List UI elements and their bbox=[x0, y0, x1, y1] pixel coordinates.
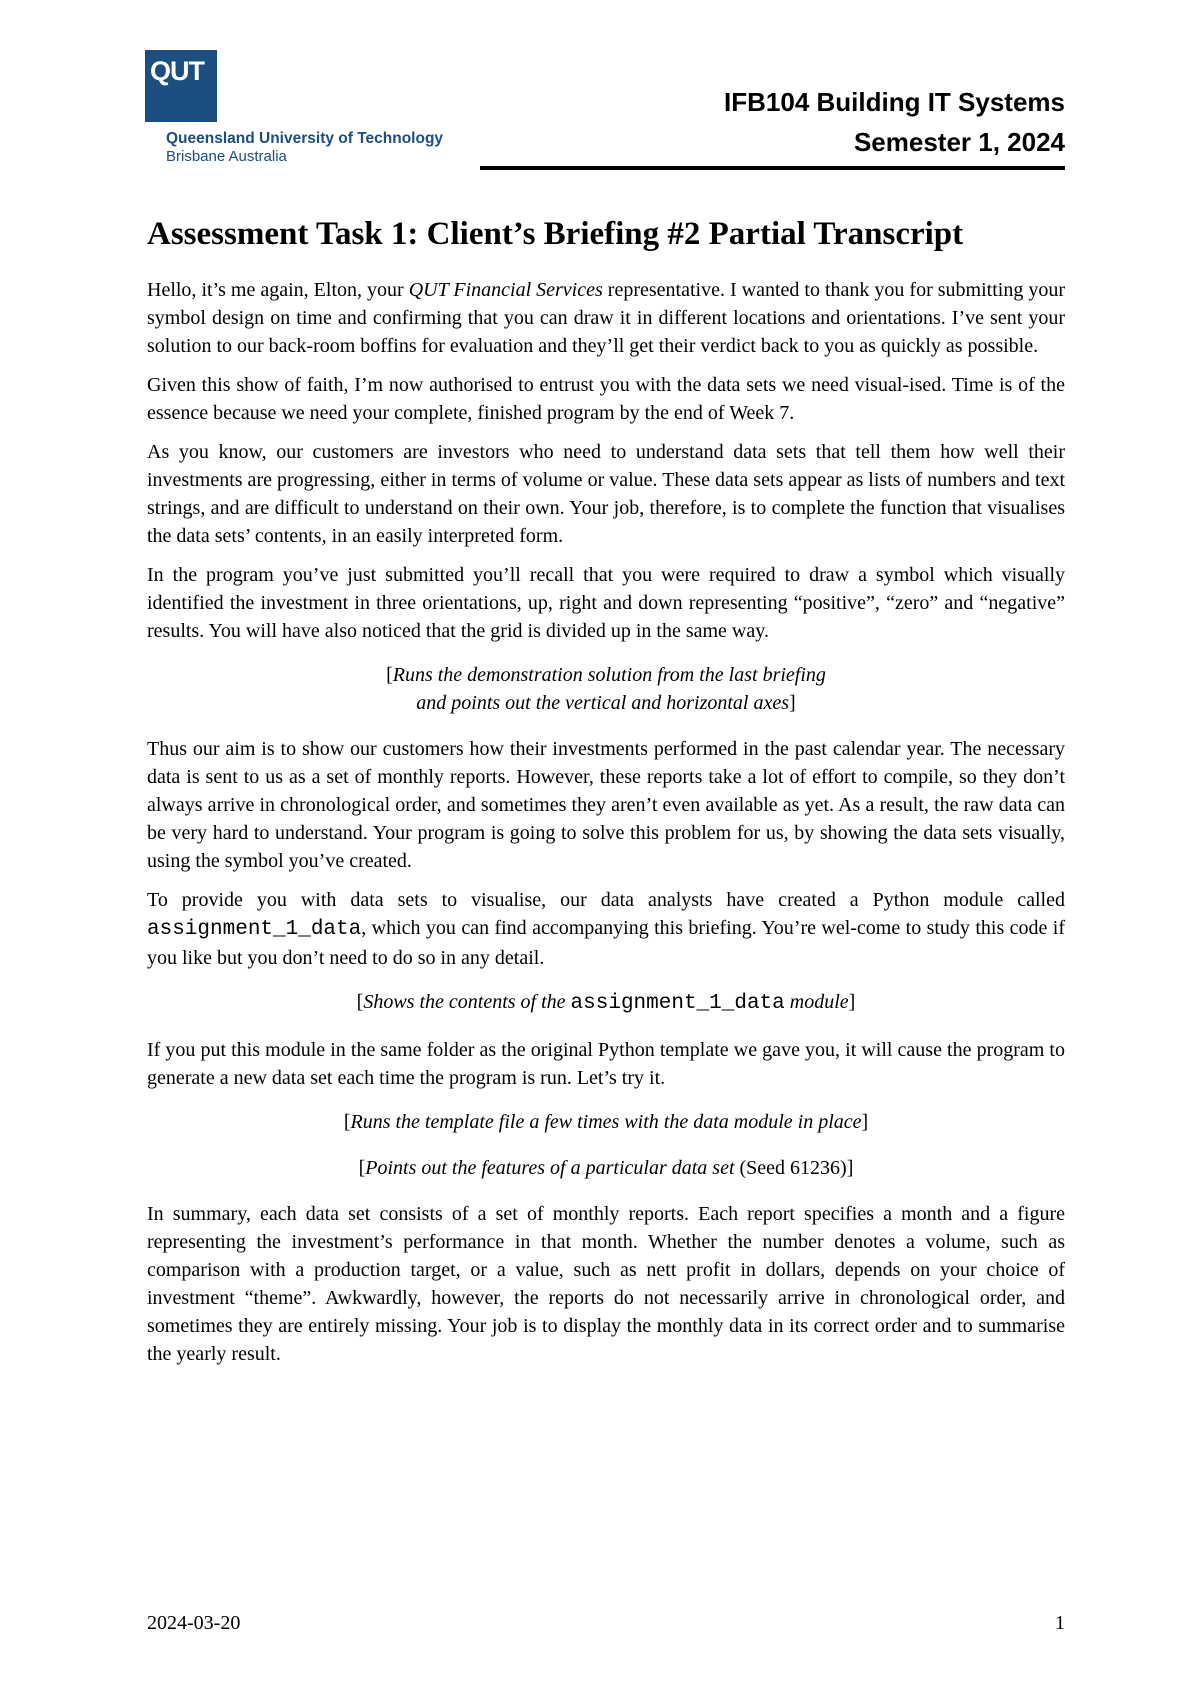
stage-direction-text: module bbox=[784, 991, 849, 1013]
stage-direction-text: and points out the vertical and horizontal axes bbox=[416, 692, 790, 714]
paragraph-symbol: In the program you’ve just submitted you’ll recall that you were required to draw a symbol which visually identified the investment in three orientations, up, right and down representing “positive”, “zero” and “negative” results. You will have also noticed that the grid is divided up in the same way. bbox=[147, 564, 1065, 642]
bracket: ] bbox=[861, 1111, 869, 1133]
page-header bbox=[724, 82, 1065, 162]
text-run: representative. I wanted to thank you for submitting your symbol design on time and confirming that you can draw it in different locations and orientations. I’ve sent your solution to our back-room boffins for evaluation and they’ll get their verdict back to you as quickly as possible. bbox=[147, 279, 1066, 357]
header-divider bbox=[480, 166, 1065, 170]
stage-direction-seed bbox=[147, 1154, 1065, 1182]
bracket: ] bbox=[846, 1157, 854, 1179]
stage-direction-text: Runs the template file a few times with the data module in place bbox=[350, 1111, 862, 1133]
stage-direction-text: Runs the demonstration solution from the last briefing bbox=[392, 664, 826, 686]
bracket: [ bbox=[358, 1157, 366, 1179]
university-name: Queensland University of Technology bbox=[166, 130, 444, 147]
qut-logo bbox=[145, 50, 217, 122]
paragraph-intro bbox=[147, 276, 1065, 360]
bracket: ] bbox=[789, 692, 796, 714]
bracket: [ bbox=[356, 991, 364, 1013]
stage-direction-demo bbox=[147, 661, 1065, 717]
stage-direction-module bbox=[147, 988, 1065, 1018]
bracket: ] bbox=[848, 991, 856, 1013]
stage-direction-template bbox=[147, 1108, 1065, 1136]
paragraph-data-sets: Given this show of faith, I’m now authorised to entrust you with the data sets we need visual-ised. Time is of the essence because we need your complete, finished program by the end of Week 7. bbox=[147, 374, 1065, 424]
seed-label: (Seed 61236) bbox=[734, 1157, 847, 1179]
stage-direction-text: Points out the features of a particular data set bbox=[365, 1157, 735, 1179]
university-location: Brisbane Australia bbox=[166, 148, 287, 165]
company-name: QUT Financial Services bbox=[408, 279, 603, 301]
bracket: [ bbox=[386, 664, 393, 686]
paragraph-aim: Thus our aim is to show our customers how their investments performed in the past calendar year. The necessary data is sent to us as a set of monthly reports. However, these reports take a lot of effort to compile, so they don’t always arrive in chronological order, and sometimes they aren’t even available as yet. As a result, the raw data can be very hard to understand. Your program is going to solve this problem for us, by showing the data sets visually, using the symbol you’ve created. bbox=[147, 738, 1065, 872]
page-number: 1 bbox=[1055, 1612, 1065, 1634]
paragraph-customers: As you know, our customers are investors who need to understand data sets that tell them how well their investments are progressing, either in terms of volume or value. These data sets appear as lists of numbers and text strings, and are difficult to understand on their own. Your job, therefore, is to complete the function that visualises the data sets’ contents, in an easily interpreted form. bbox=[147, 441, 1065, 547]
paragraph-template: If you put this module in the same folder as the original Python template we gave you, it will cause the program to generate a new data set each time the program is run. Let’s try it. bbox=[147, 1039, 1065, 1089]
document-body bbox=[147, 214, 1065, 1379]
text-run: To provide you with data sets to visualise, our data analysts have created a Python module called bbox=[147, 889, 1065, 911]
stage-direction-text: Shows the contents of the bbox=[363, 991, 571, 1013]
paragraph-module bbox=[147, 886, 1065, 972]
paragraph-summary: In summary, each data set consists of a set of monthly reports. Each report specifies a month and a figure representing the investment’s performance in that month. Whether the number denotes a volume, such as comparison with a production target, or a value, such as nett profit in dollars, depends on your choice of investment “theme”. Awkwardly, however, the reports do not necessarily arrive in chronological order, and sometimes they are entirely missing. Your job is to display the monthly data in its correct order and to summarise the yearly result. bbox=[147, 1203, 1065, 1365]
course-title: IFB104 Building IT Systems bbox=[724, 87, 1065, 117]
module-name: assignment_1_data bbox=[570, 992, 785, 1015]
module-name: assignment_1_data bbox=[147, 918, 362, 941]
bracket: [ bbox=[343, 1111, 351, 1133]
page-title: Assessment Task 1: Client’s Briefing #2 Partial Transcript bbox=[147, 216, 964, 252]
qut-logo-mark: QUT bbox=[150, 56, 204, 86]
text-run: , which you can find accompanying this briefing. You’re wel-come to study this code if you like but you don’t need to do so in any detail. bbox=[147, 917, 1065, 969]
footer-date: 2024-03-20 bbox=[147, 1612, 241, 1634]
semester-label: Semester 1, 2024 bbox=[853, 127, 1065, 157]
text-run: Hello, it’s me again, Elton, your bbox=[147, 279, 409, 301]
